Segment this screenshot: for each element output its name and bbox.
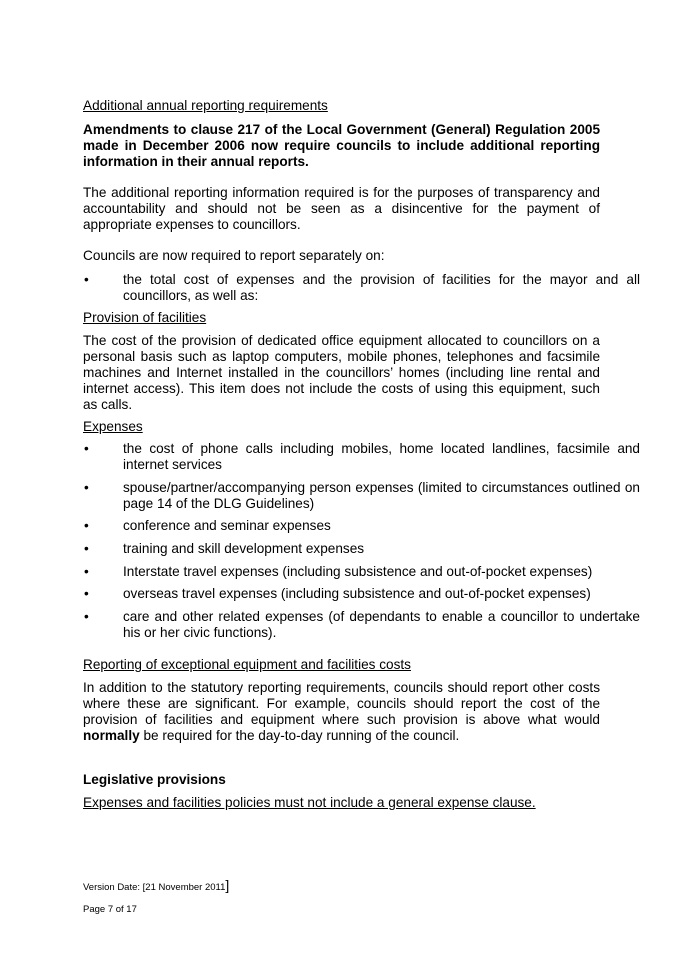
footer-version-bracket: ] xyxy=(225,877,230,893)
bullet-text: the total cost of expenses and the provision of facilities for the mayor and all councillors, as well as: xyxy=(123,272,640,303)
expense-bullet-interstate xyxy=(83,564,640,580)
general-expense-clause-line: Expenses and facilities policies must not include a general expense clause. xyxy=(83,795,536,810)
bullet-text: spouse/partner/accompanying person expenses (limited to circumstances outlined on page 14 of the DLG Guidelines) xyxy=(123,480,640,511)
report-separately-paragraph: Councils are now required to report separately on: xyxy=(83,248,385,263)
bullet-dot: • xyxy=(84,272,89,287)
bullet-dot: • xyxy=(84,586,89,601)
expense-bullet-care xyxy=(83,609,640,641)
provision-paragraph: The cost of the provision of dedicated office equipment allocated to councillors on a personal basis such as laptop computers, mobile phones, telephones and facsimile machines and Internet installed in the councillors’ homes (including line rental and internet access). This item does not include the costs of using this equipment, such as calls. xyxy=(83,333,600,412)
expense-bullet-phone-calls xyxy=(83,441,640,473)
section-heading-provision-of-facilities: Provision of facilities xyxy=(83,310,207,325)
exceptional-text-start: In addition to the statutory reporting requirements, councils should report other costs where these are significant. For example, councils should report the cost of the provision of facilities and equipment where such provision is above what would xyxy=(83,680,600,727)
exceptional-text-bold: normally xyxy=(83,728,140,743)
exceptional-paragraph xyxy=(83,680,600,744)
bullet-dot: • xyxy=(84,441,89,456)
expense-bullet-spouse xyxy=(83,480,640,512)
purpose-paragraph: The additional reporting information required is for the purposes of transparency and accountability and should not be seen as a disincentive for the payment of appropriate expenses to councillors. xyxy=(83,185,600,232)
footer-version-text: Version Date: [21 November 2011 xyxy=(83,882,226,893)
bullet-text: Interstate travel expenses (including subsistence and out-of-pocket expenses) xyxy=(123,564,593,579)
bullet-dot: • xyxy=(84,541,89,556)
bullet-text: care and other related expenses (of dependants to enable a councillor to undertake his or her civic functions). xyxy=(123,609,640,640)
expense-bullet-training xyxy=(83,541,640,557)
bullet-dot: • xyxy=(84,518,89,533)
bullet-text: the cost of phone calls including mobiles, home located landlines, facsimile and internet services xyxy=(123,441,640,472)
section-heading-legislative-provisions: Legislative provisions xyxy=(83,772,226,787)
bullet-dot: • xyxy=(84,480,89,495)
section-heading-exceptional-costs: Reporting of exceptional equipment and facilities costs xyxy=(83,657,411,672)
expense-bullet-conference xyxy=(83,518,640,534)
bullet-text: overseas travel expenses (including subsistence and out-of-pocket expenses) xyxy=(123,586,591,601)
section-heading-additional-reporting: Additional annual reporting requirements xyxy=(83,98,328,113)
footer-page-number: Page 7 of 17 xyxy=(83,904,137,915)
exceptional-text-end: be required for the day-to-day running of the council. xyxy=(139,728,460,743)
bullet-dot: • xyxy=(84,564,89,579)
amendments-bold-paragraph: Amendments to clause 217 of the Local Government (General) Regulation 2005 made in December 2006 now require councils to include additional reporting information in their annual reports. xyxy=(83,122,600,169)
bullet-dot: • xyxy=(84,609,89,624)
bullet-text: conference and seminar expenses xyxy=(123,518,331,533)
footer-version-date xyxy=(83,879,600,894)
bullet-text: training and skill development expenses xyxy=(123,541,365,556)
expense-bullet-overseas xyxy=(83,586,640,602)
section-heading-expenses: Expenses xyxy=(83,419,143,434)
bullet-item-total-cost xyxy=(83,272,640,304)
